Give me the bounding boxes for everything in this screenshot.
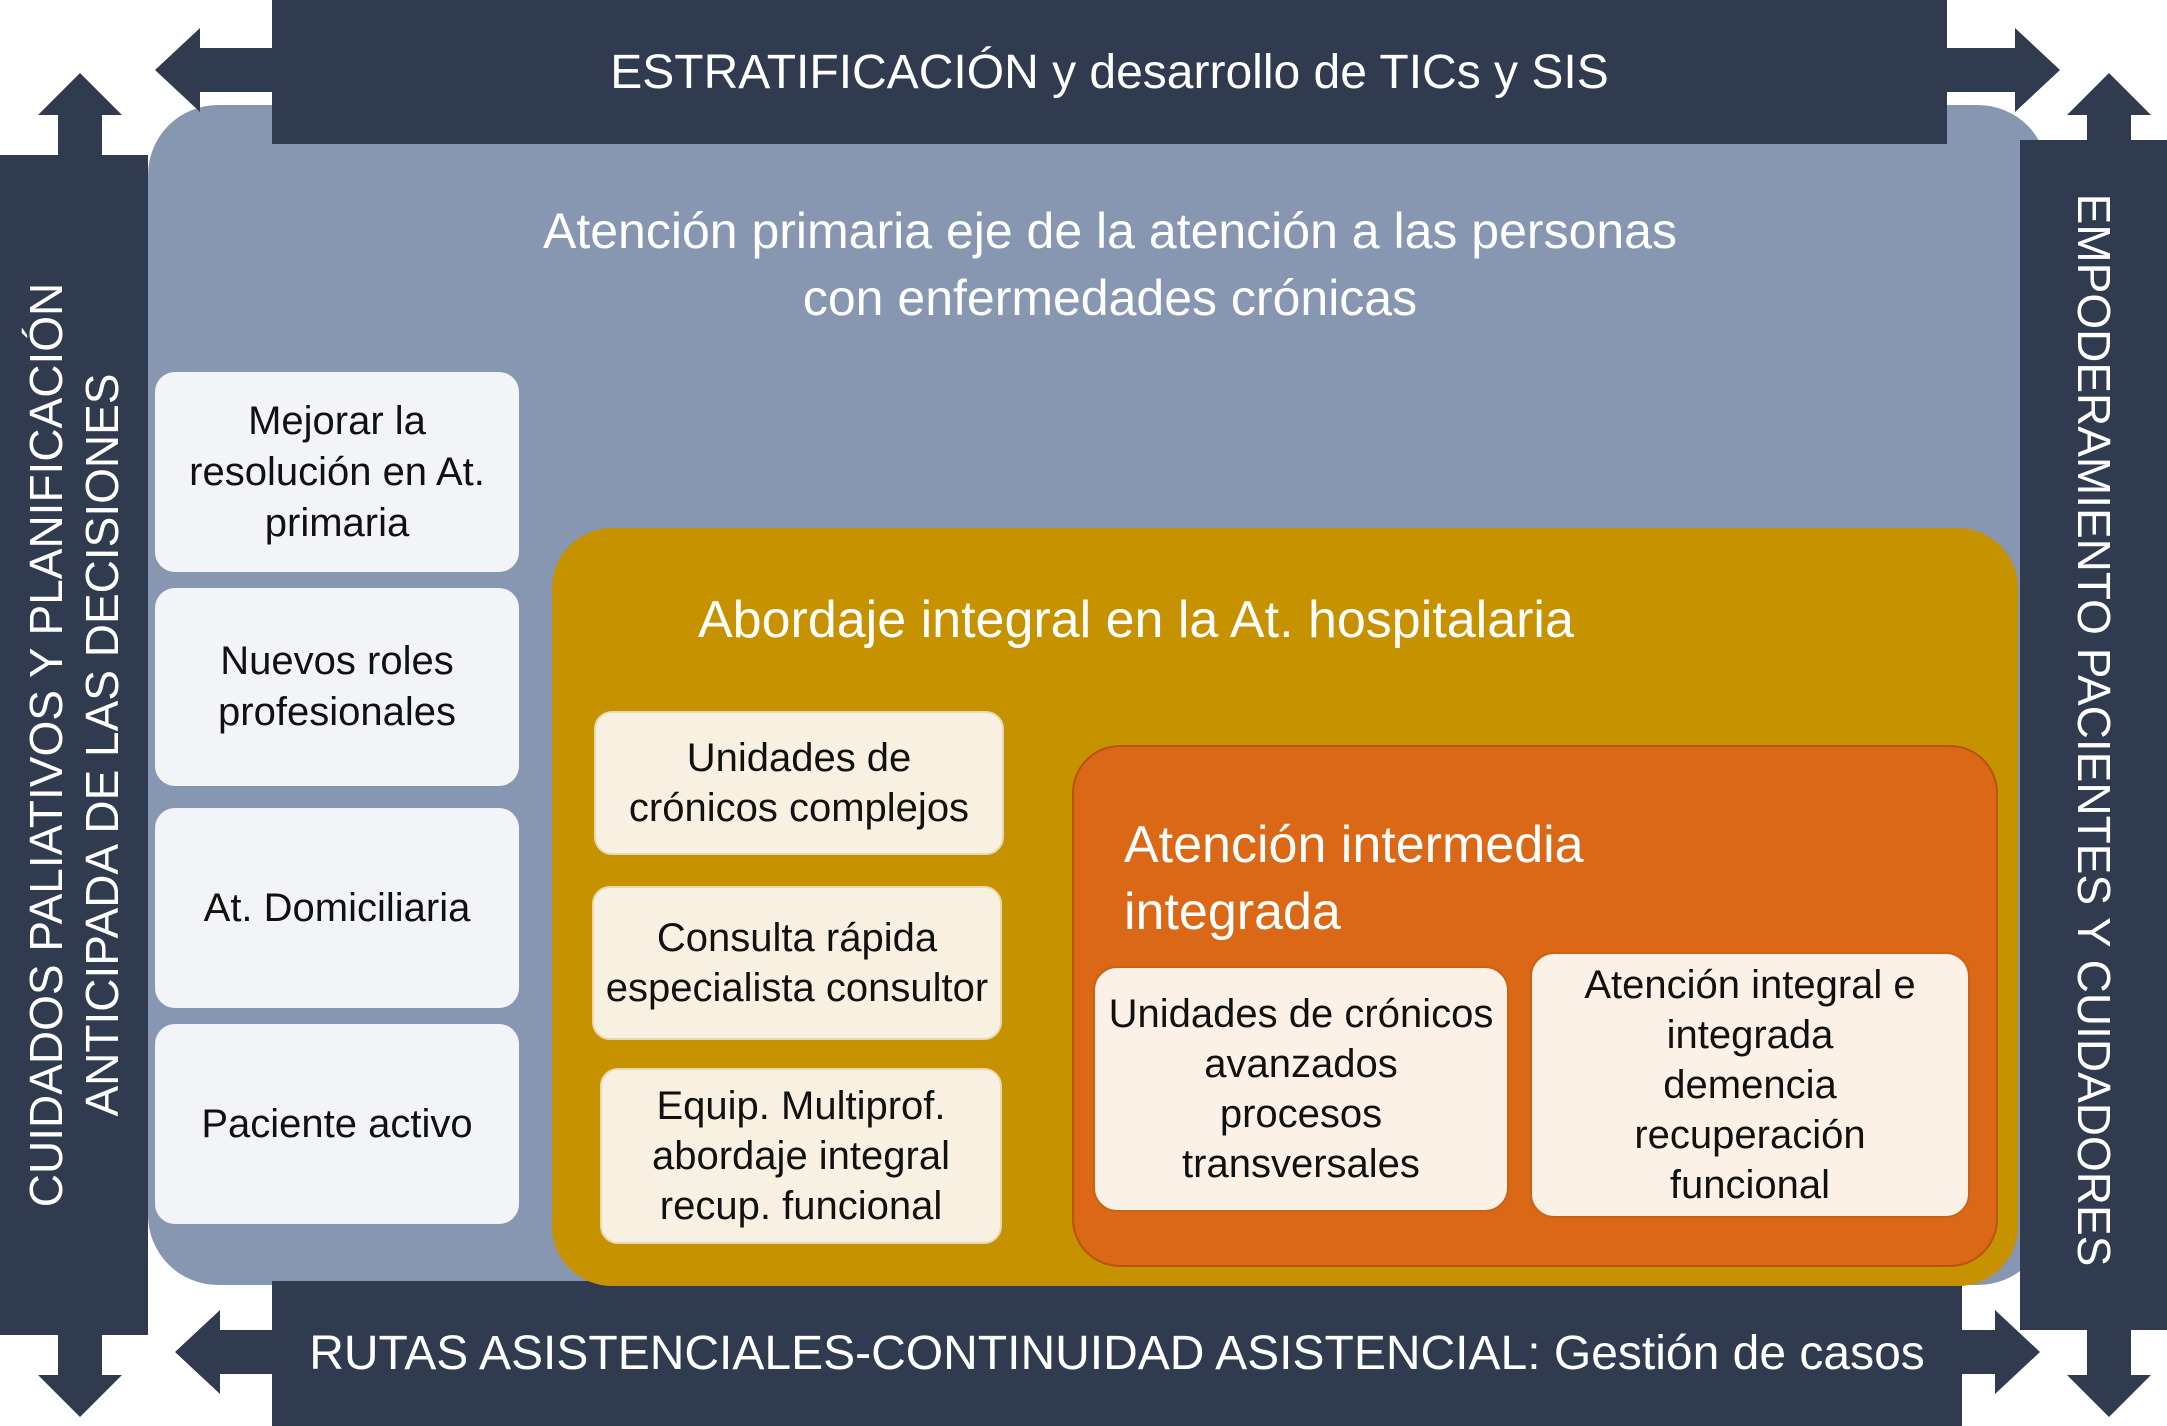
intermediate-box-advanced-chronic: Unidades de crónicos avanzados procesos transversales (1093, 966, 1509, 1212)
hospital-box-fast-consult: Consulta rápida especialista consultor (592, 886, 1002, 1040)
right-down-arrow-icon (2067, 1330, 2151, 1417)
intermediate-care-title: Atención intermedia integrada (1124, 816, 1584, 941)
hospital-care-title: Abordaje integral en la At. hospitalaria (698, 591, 1574, 649)
top-left-arrow-icon (155, 28, 280, 112)
left-bar (0, 155, 148, 1335)
bottom-bar (272, 1281, 1962, 1426)
hospital-box-multiprof-team: Equip. Multiprof. abordaje integral recup. funcional (600, 1068, 1002, 1244)
primary-care-title: Atención primaria eje de la atención a las personas con enfermedades crónicas (542, 203, 1677, 326)
bottom-left-arrow-icon (175, 1310, 280, 1394)
left-up-arrow-icon (38, 73, 122, 160)
primary-care-box-resolution: Mejorar la resolución en At. primaria (155, 372, 519, 572)
hospital-box-complex-chronic: Unidades de crónicos complejos (594, 711, 1004, 855)
primary-care-box-home-care: At. Domiciliaria (155, 808, 519, 1008)
left-bar-label: CUIDADOS PALIATIVOS Y PLANIFICACIÓN ANTICIPADA DE LAS DECISIONES (20, 282, 128, 1208)
top-bar (272, 0, 1947, 144)
left-down-arrow-icon (38, 1330, 122, 1417)
bottom-bar-label: RUTAS ASISTENCIALES-CONTINUIDAD ASISTENCIAL: Gestión de casos (309, 1327, 1925, 1380)
primary-care-box-roles: Nuevos roles profesionales (155, 588, 519, 786)
primary-care-box-active-patient: Paciente activo (155, 1024, 519, 1224)
top-right-arrow-icon (1930, 28, 2060, 112)
right-bar-label: EMPODERAMIENTO PACIENTES Y CUIDADORES (2068, 193, 2120, 1267)
intermediate-box-dementia: Atención integral e integrada demencia recuperación funcional (1530, 952, 1970, 1218)
right-bar (2020, 140, 2167, 1330)
top-bar-label: ESTRATIFICACIÓN y desarrollo de TICs y SIS (610, 45, 1609, 99)
